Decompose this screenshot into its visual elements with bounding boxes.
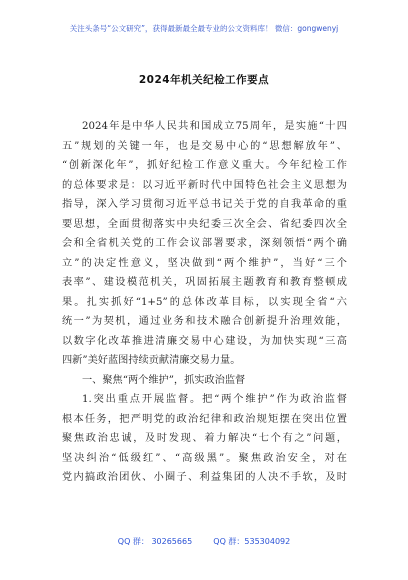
body-line: 四新”美好蓝图持续贡献清廉交易力量。	[62, 355, 241, 366]
body-line: 指导，深入学习贯彻习近平总书记关于党的自我革命的重	[62, 199, 347, 210]
qq-group-right: QQ 群：535304092	[213, 537, 291, 546]
body-line: 2024年是中华人民共和国成立75周年，是实施“十四	[82, 121, 347, 132]
qq-group-left: QQ 群： 30265665	[117, 537, 193, 546]
body-line: 聚焦政治忠诚，及时发现、着力解决“七个有之”问题，	[62, 433, 347, 444]
bottom-contact-banner	[0, 536, 408, 547]
body-line: 会和全省机关党的工作会议部署要求，深刻领悟“两个确	[62, 238, 347, 249]
body-line: 党内搞政治团伙、小圈子、利益集团的人决不手软，及时	[62, 472, 347, 483]
body-line: 1.突出重点开展监督。把“两个维护”作为政治监督	[82, 394, 347, 405]
body-line: 表率”、建设模范机关，巩固拓展主题教育和教育整顿成	[62, 277, 347, 288]
body-line: 统一”为契机，通过业务和技术融合创新提升治理效能，	[62, 316, 347, 327]
section-heading: 一、聚焦“两个维护”，抓实政治监督	[82, 374, 246, 386]
body-line: 立”的决定性意义，坚决做到“两个维护”，当好“三个	[62, 257, 347, 269]
body-line: 五”规划的关键一年，也是交易中心的“思想解放年”、	[62, 140, 347, 152]
document-body	[62, 117, 347, 488]
body-line: “创新深化年”，抓好纪检工作意义重大。今年纪检工作	[62, 160, 347, 171]
body-line: 以数字化改革推进清廉交易中心建设，为加快实现“三高	[62, 335, 347, 347]
body-line: 根本任务，把严明党的政治纪律和政治规矩摆在突出位置	[62, 413, 347, 425]
top-promo-banner: 关注头条号“公文研究”，获得最新最全最专业的公文资料库！ 微信：gongwenyj	[69, 24, 339, 33]
body-line: 要思想，全面贯彻落实中央纪委三次全会、省纪委四次全	[62, 218, 347, 230]
body-line: 果。扎实抓好“1+5”的总体改革目标，以实现全省“六	[62, 296, 347, 308]
document-title: 2024年机关纪检工作要点	[138, 74, 270, 86]
body-line: 坚决纠治“低级红”、“高级黑”。聚焦政治安全，对在	[62, 452, 347, 464]
body-line: 的总体要求是：以习近平新时代中国特色社会主义思想为	[62, 179, 347, 191]
